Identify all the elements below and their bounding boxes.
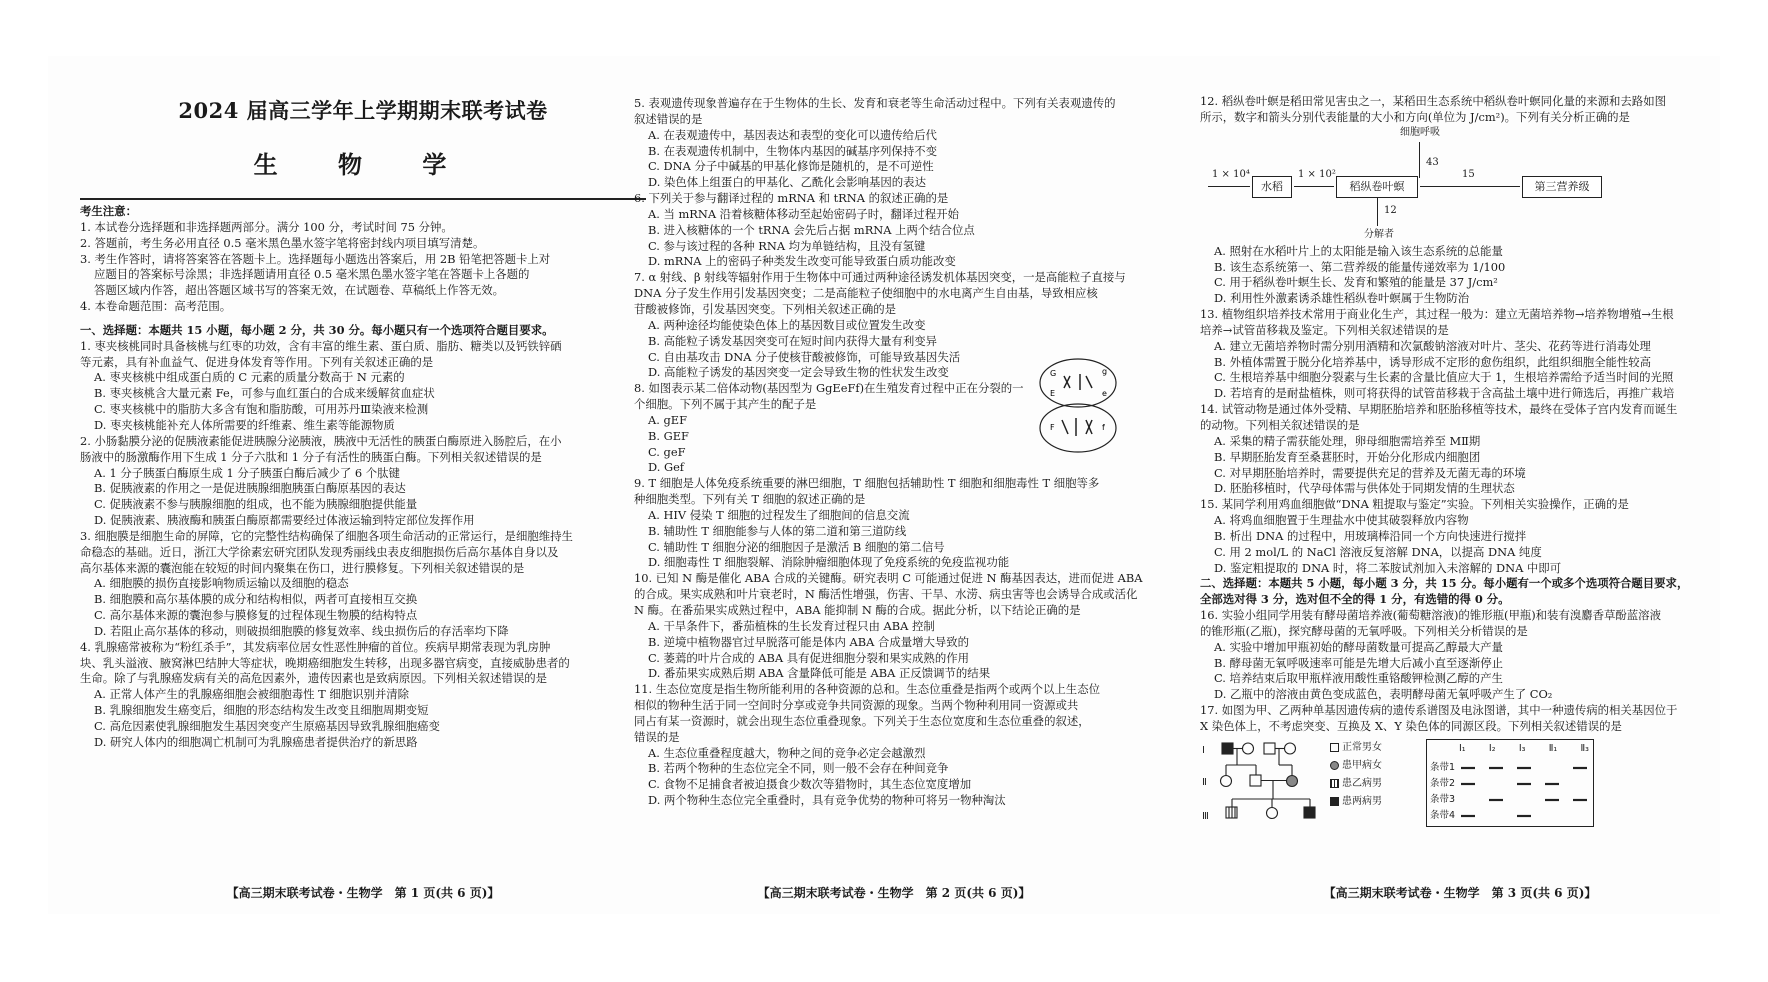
text-line: D. 胚胎移植时，代孕母体需与供体处于同期发情的生理状态 — [1214, 481, 1515, 496]
page-3 — [1200, 56, 1720, 914]
text-line: 生命。除了与乳腺癌发病有关的高危因素外，遗传因素也是致病原因。下列相关叙述错误的是 — [80, 671, 548, 686]
gel-row-label: 条带3 — [1430, 793, 1456, 805]
pest-to-third-arrow — [1420, 186, 1520, 187]
text-line: D. 两个物种生态位完全重叠时，具有竞争优势的物种可将另一物种淘汰 — [648, 793, 1006, 808]
text-line: 13. 植物组织培养技术常用于商业化生产，其过程一般为：建立无菌培养物→培养物增殖→生根 — [1200, 307, 1674, 322]
gel-col-label: Ⅱ₃ — [1580, 742, 1589, 754]
text-line: 1. 本试卷分选择题和非选择题两部分。满分 100 分，考试时间 75 分钟。 — [80, 219, 453, 234]
text-line: N 酶。在番茄果实成熟过程中，ABA 能抑制 N 酶的合成。据此分析，以下结论正确的是 — [634, 603, 1081, 617]
page-1 — [80, 56, 646, 914]
text-line: C. 用于稻纵卷叶螟生长、发育和繁殖的能量是 37 J/cm² — [1214, 275, 1498, 290]
allele-label: g — [1102, 367, 1108, 376]
text-line: C. 高危因素使乳腺细胞发生基因突变产生原癌基因导致乳腺细胞癌变 — [94, 719, 440, 733]
text-line: 15. 某同学利用鸡血细胞做“DNA 粗提取与鉴定”实验。下列相关实验操作，正确的是 — [1200, 497, 1629, 512]
text-line: B. 析出 DNA 的过程中，用玻璃棒沿同一个方向快速进行搅拌 — [1214, 528, 1527, 543]
page-1-footer: 【高三期末联考试卷・生物学 第 1 页(共 6 页)】 — [226, 886, 500, 901]
text-line: B. 早期胚胎发育至桑葚胚时，开始分化形成内细胞团 — [1214, 449, 1481, 464]
legend-normal: 正常男女 — [1330, 739, 1382, 757]
pedigree-figure — [1200, 739, 1720, 831]
text-line: 6. 下列关于参与翻译过程的 mRNA 和 tRNA 的叙述正确的是 — [634, 191, 949, 206]
text-line: A. 建立无菌培养物时需分别用酒精和次氯酸钠溶液对叶片、茎尖、花药等进行消毒处理 — [1214, 338, 1651, 353]
page-3-footer: 【高三期末联考试卷・生物学 第 3 页(共 6 页)】 — [1323, 886, 1597, 901]
text-line: C. 培养结束后取甲瓶样液用酸性重铬酸钾检测乙醇的产生 — [1214, 671, 1503, 686]
rice-to-pest-arrow — [1294, 186, 1334, 187]
rice-node: 水稻 — [1252, 176, 1292, 198]
gel-row-label: 条带2 — [1430, 777, 1456, 789]
text-line: A. 干旱条件下，番茄植株的生长发育过程只由 ABA 控制 — [648, 618, 935, 633]
text-line: 10. 已知 N 酶是催化 ABA 合成的关键酶。研究表明 C 可能通过促进 N 酶基因表达，进而促进 ABA — [634, 571, 1143, 586]
gel-col-label: Ⅰ₁ — [1459, 742, 1466, 754]
pedigree-legend — [1330, 739, 1382, 811]
text-line: A. 照射在水稻叶片上的太阳能是输入该生态系统的总能量 — [1214, 243, 1503, 258]
text-line: D. 促胰液素、胰液酶和胰蛋白酶原都需要经过体液运输到特定部位发挥作用 — [94, 513, 475, 528]
text-line: C. 自由基攻击 DNA 分子使核苷酸被修饰，可能导致基因失活 — [648, 349, 961, 364]
text-line: 肠液中的肠激酶作用下生成 1 分子六肽和 1 分子有活性的胰蛋白酶。下列相关叙述错误的是 — [80, 449, 542, 464]
allele-label: f — [1102, 423, 1105, 432]
energy-flow-diagram — [1200, 126, 1720, 244]
text-line: DNA 分子发生作用引发基因突变；二是高能粒子使细胞中的水电离产生自由基，导致相应核 — [634, 286, 1098, 301]
page-3-questions-2 — [1200, 608, 1720, 735]
text-line: 8. 如图表示某二倍体动物(基因型为 GgEeFf)在生殖发育过程中正在分裂的一 — [634, 381, 1024, 396]
text-line: D. 高能粒子诱发的基因突变一定会导致生物的性状发生改变 — [648, 365, 949, 380]
text-line: 3. 细胞膜是细胞生命的屏障，它的完整性结构确保了细胞各项生命活动的正常运行，是细胞维持生 — [80, 528, 573, 543]
rice-to-pest-value: 1 × 10² — [1298, 168, 1336, 180]
text-line: 4. 乳腺癌常被称为“粉红杀手”，其发病率位居女性恶性肿瘤的首位。疾病早期常表现为乳房肿 — [80, 639, 551, 654]
text-line: D. 染色体上组蛋白的甲基化、乙酰化会影响基因的表达 — [648, 175, 926, 190]
solar-input-value: 1 × 10⁴ — [1212, 168, 1250, 180]
text-line: 个细胞。下列不属于其产生的配子是 — [634, 397, 817, 412]
exam-title: 2024 届高三学年上学期期末联考试卷 — [178, 98, 548, 123]
text-line: B. 若两个物种的生态位完全不同，则一般不会存在种间竞争 — [648, 761, 949, 776]
text-line: B. 在表观遗传机制中，生物体内基因的碱基序列保持不变 — [648, 143, 937, 158]
page-2-footer: 【高三期末联考试卷・生物学 第 2 页(共 6 页)】 — [757, 886, 1031, 901]
exam-sheet — [48, 56, 1720, 914]
text-line: 叙述错误的是 — [634, 111, 703, 126]
allele-label: G — [1050, 369, 1057, 378]
text-line: D. mRNA 上的密码子种类发生改变可能导致蛋白质功能改变 — [648, 254, 956, 269]
text-line: 5. 表观遗传现象普遍存在于生物体的生长、发育和衰老等生命活动过程中。下列有关表观遗传的 — [634, 96, 1116, 110]
text-line: C. 高尔基体来源的囊泡参与膜修复的过程体现生物膜的结构特点 — [94, 608, 418, 623]
text-line: B. 枣夹核桃含大量元素 Fe，可参与血红蛋白的合成来缓解贫血症状 — [94, 386, 435, 401]
text-line: D. 乙瓶中的溶液由黄色变成蓝色，表明酵母菌无氧呼吸产生了 CO₂ — [1214, 687, 1553, 702]
text-line: 的合成。果实成熟和叶片衰老时，N 酶活性增强，伤害、干旱、水涝、病虫害等也会诱导合成或活化 — [634, 587, 1138, 602]
generation-label: Ⅱ — [1202, 776, 1207, 788]
text-line: 高尔基体来源的囊泡能在较短的时间内聚集在伤口，进行膜修复。下列相关叙述错误的是 — [80, 560, 525, 575]
gel-col-label: Ⅱ₁ — [1548, 742, 1558, 754]
text-line: 等元素，具有补血益气、促进身体发育等作用。下列有关叙述正确的是 — [80, 354, 434, 369]
text-line: 答题区域内作答，超出答题区域书写的答案无效，在试题卷、草稿纸上作答无效。 — [94, 283, 505, 298]
pest-to-third-value: 15 — [1462, 168, 1475, 180]
text-line: A. 细胞膜的损伤直接影响物质运输以及细胞的稳态 — [94, 576, 349, 591]
solar-arrow — [1208, 186, 1250, 187]
gel-col-label: Ⅰ₃ — [1518, 742, 1526, 754]
allele-label: F — [1050, 423, 1055, 432]
text-line: 12. 稻纵卷叶螟是稻田常见害虫之一，某稻田生态系统中稻纵卷叶螟同化量的来源和去路如图 — [1200, 94, 1666, 108]
text-line: 培养→试管苗移栽及鉴定。下列相关叙述错误的是 — [1200, 322, 1449, 337]
text-line: 二、选择题：本题共 5 小题，每小题 3 分，共 15 分。每小题有一个或多个选项符合题目要求， — [1200, 576, 1689, 591]
subject-title: 生 物 学 — [253, 150, 473, 179]
text-line: B. 逆境中植物器官过早脱落可能是体内 ABA 合成量增大导致的 — [648, 634, 970, 649]
text-line: 的锥形瓶(乙瓶)，探究酵母菌的无氧呼吸。下列相关分析错误的是 — [1200, 623, 1528, 638]
notice-heading: 考生注意： — [80, 204, 137, 218]
text-line: D. 番茄果实成熟后期 ABA 含量降低可能是 ABA 正反馈调节的结果 — [648, 666, 991, 681]
text-line: 同占有某一资源时，就会出现生态位重叠现象。下列关于生态位宽度和生态位重叠的叙述， — [634, 713, 1090, 728]
text-line: B. 细胞膜和高尔基体膜的成分和结构相似，两者可直接相互交换 — [94, 592, 418, 607]
gel-header — [1459, 742, 1589, 755]
respiration-arrow — [1419, 142, 1420, 178]
text-line: C. 用 2 mol/L 的 NaCl 溶液反复溶解 DNA，以提高 DNA 纯度 — [1214, 544, 1542, 559]
text-line: A. 采集的精子需获能处理，卵母细胞需培养至 MⅡ期 — [1214, 433, 1481, 448]
text-line: A. 1 分子胰蛋白酶原生成 1 分子胰蛋白酶后减少了 6 个肽键 — [94, 465, 400, 480]
gel-row-label: 条带4 — [1430, 809, 1456, 821]
cell-division-figure — [1034, 356, 1122, 454]
title-divider — [80, 198, 646, 200]
text-line: 种细胞类型。下列有关 T 细胞的叙述正确的是 — [634, 492, 866, 507]
text-line: X 染色体上，不考虑突变、互换及 X、Y 染色体的同源区段。下列相关叙述错误的是 — [1200, 719, 1622, 733]
generation-label: Ⅲ — [1202, 810, 1209, 822]
text-line: 1. 枣夹核桃同时具备核桃与红枣的功效，含有丰富的维生素、蛋白质、脂肪、糖类以及钙铁锌硒 — [80, 338, 562, 353]
text-line: B. 高能粒子诱发基因突变可在短时间内获得大量有利变异 — [648, 333, 937, 348]
text-line: B. GEF — [648, 428, 689, 443]
text-line: D. Gef — [648, 460, 685, 475]
text-line: 4. 本卷命题范围：高考范围。 — [80, 299, 232, 314]
text-line: 苷酸被修饰，引发基因突变。下列相关叙述正确的是 — [634, 301, 896, 316]
text-line: 2. 答题前，考生务必用直径 0.5 毫米黑色墨水签字笔将密封线内项目填写清楚。 — [80, 235, 485, 250]
section-2-heading — [1200, 576, 1720, 608]
text-line: 2. 小肠黏膜分泌的促胰液素能促进胰腺分泌胰液，胰液中无活性的胰蛋白酶原进入肠腔后，在小 — [80, 433, 562, 448]
text-line: D. 细胞毒性 T 细胞裂解、消除肿瘤细胞体现了免疫系统的免疫监视功能 — [648, 555, 1010, 570]
text-line: 的动物。下列相关叙述错误的是 — [1200, 417, 1360, 432]
text-line: B. 酵母菌无氧呼吸速率可能是先增大后减小直至逐渐停止 — [1214, 655, 1503, 670]
allele-label: E — [1050, 389, 1056, 398]
text-line: B. 外植体需置于脱分化培养基中，诱导形成不定形的愈伤组织，此组织细胞全能性较高 — [1214, 354, 1652, 369]
text-line: C. 枣夹核桃中的脂肪大多含有饱和脂肪酸，可用苏丹Ⅲ染液来检测 — [94, 402, 429, 417]
gel-col-label: Ⅰ₂ — [1488, 742, 1496, 754]
section-1-heading: 一、选择题：本题共 15 小题，每小题 2 分，共 30 分。每小题只有一个选项符合题目要求。 — [80, 322, 554, 337]
text-line: C. 对早期胚胎培养时，需要提供充足的营养及无菌无毒的环境 — [1214, 465, 1526, 480]
text-line: D. 利用性外激素诱杀雄性稻纵卷叶螟属于生物防治 — [1214, 291, 1470, 306]
text-line: 9. T 细胞是人体免疫系统重要的淋巴细胞，T 细胞包括辅助性 T 细胞和细胞毒性 T 细胞等多 — [634, 476, 1100, 491]
page-1-questions — [80, 339, 646, 751]
text-line: 所示，数字和箭头分别代表能量的大小和方向(单位为 J/cm²)。下列有关分析正确的是 — [1200, 109, 1630, 124]
legend-both: 患两病男 — [1330, 793, 1382, 811]
text-line: 块、乳头溢液、腋窝淋巴结肿大等症状，晚期癌细胞发生转移，出现多器官病变，直接威胁患者的 — [80, 655, 570, 670]
text-line: D. 若阻止高尔基体的移动，则破损细胞膜的修复效率、线虫损伤后的存活率均下降 — [94, 623, 509, 638]
text-line: A. 两种途径均能使染色体上的基因数目或位置发生改变 — [648, 317, 926, 332]
text-line: C. 萎蔫的叶片合成的 ABA 具有促进细胞分裂和果实成熟的作用 — [648, 650, 969, 665]
decomposer-label: 分解者 — [1364, 228, 1394, 240]
third-level-node: 第三营养级 — [1522, 176, 1602, 198]
text-line: C. 参与该过程的各种 RNA 均为单链结构，且没有氢键 — [648, 238, 926, 253]
text-line: C. 食物不足捕食者被迫摄食少数次等猎物时，其生态位宽度增加 — [648, 777, 972, 792]
gel-bands — [1459, 756, 1589, 826]
text-line: C. 辅助性 T 细胞分泌的细胞因子是激活 B 细胞的第二信号 — [648, 539, 945, 554]
text-line: B. 促胰液素的作用之一是促进胰腺细胞胰蛋白酶原基因的表达 — [94, 481, 406, 496]
text-line: 7. α 射线、β 射线等辐射作用于生物体中可通过两种途径诱发机体基因突变，一是高能粒子直接与 — [634, 270, 1126, 285]
page-3-questions — [1200, 244, 1720, 577]
text-line: 全部选对得 3 分，选对但不全的得 1 分，有选错的得 0 分。 — [1200, 592, 1510, 607]
text-line: 11. 生态位宽度是指生物所能利用的各种资源的总和。生态位重叠是指两个或两个以上生态位 — [634, 682, 1100, 697]
text-line: B. 辅助性 T 细胞能参与人体的第二道和第三道防线 — [648, 523, 907, 538]
text-line: 应题目的答案标号涂黑；非选择题请用直径 0.5 毫米黑色墨水签字笔在答题卡上各题的 — [94, 267, 530, 282]
text-line: D. 若培育的是耐盐植株，则可将获得的试管苗移栽于含高盐土壤中进行筛选后，再推广栽培 — [1214, 386, 1675, 401]
text-line: A. 生态位重叠程度越大，物种之间的竞争必定会越激烈 — [648, 745, 926, 760]
text-line: 命稳态的基础。近日，浙江大学徐素宏研究团队发现秀丽线虫表皮细胞损伤后高尔基体自身以及 — [80, 544, 559, 559]
text-line: A. 当 mRNA 沿着核糖体移动至起始密码子时，翻译过程开始 — [648, 206, 959, 221]
text-line: 3. 考生作答时，请将答案答在答题卡上。选择题每小题选出答案后，用 2B 铅笔把答题卡上对 — [80, 251, 551, 266]
pest-node: 稻纵卷叶螟 — [1336, 176, 1418, 198]
text-line: A. 在表观遗传中，基因表达和表型的变化可以遗传给后代 — [648, 127, 937, 142]
respiration-value: 43 — [1426, 156, 1439, 168]
text-line: C. 促胰液素不参与胰腺细胞的组成，也不能为胰腺细胞提供能量 — [94, 497, 418, 512]
legend-disease-b: 患乙病男 — [1330, 775, 1382, 793]
text-line: C. geF — [648, 444, 686, 459]
text-line: C. DNA 分子中碱基的甲基化修饰是随机的，是不可逆性 — [648, 159, 934, 174]
text-line: A. 实验中增加甲瓶初始的酵母菌数量可提高乙醇最大产量 — [1214, 639, 1503, 654]
text-line: D. 枣夹核桃能补充人体所需要的纤维素、维生素等能源物质 — [94, 417, 395, 432]
page-2 — [634, 56, 1154, 914]
gel-row-label: 条带1 — [1430, 761, 1456, 773]
text-line: B. 进入核糖体的一个 tRNA 会先后占据 mRNA 上两个结合位点 — [648, 222, 975, 237]
text-line: 14. 试管动物是通过体外受精、早期胚胎培养和胚胎移植等技术，最终在受体子宫内发育而诞生 — [1200, 402, 1678, 417]
decomposer-value: 12 — [1384, 204, 1397, 216]
text-line: C. 生根培养基中细胞分裂素与生长素的含量比值应大于 1，生根培养需给予适当时间的光照 — [1214, 370, 1674, 385]
gel-row-labels — [1430, 760, 1455, 824]
text-line: A. 枣夹核桃中组成蛋白质的 C 元素的质量分数高于 N 元素的 — [94, 370, 405, 385]
text-line: B. 该生态系统第一、第二营养级的能量传递效率为 1/100 — [1214, 259, 1506, 274]
text-line: A. 将鸡血细胞置于生理盐水中使其破裂释放内容物 — [1214, 513, 1469, 528]
text-line: 相似的物种生活于同一空间时分享或竞争共同资源的现象。当两个物种利用同一资源或共 — [634, 698, 1079, 713]
text-line: A. 正常人体产生的乳腺癌细胞会被细胞毒性 T 细胞识别并清除 — [94, 687, 410, 702]
text-line: D. 鉴定粗提取的 DNA 时，将二苯胺试剂加入未溶解的 DNA 中即可 — [1214, 560, 1562, 575]
decomposer-arrow — [1377, 198, 1378, 226]
text-line: A. HIV 侵染 T 细胞的过程发生了细胞间的信息交流 — [648, 507, 910, 522]
text-line: D. 研究人体内的细胞凋亡机制可为乳腺癌患者提供治疗的新思路 — [94, 734, 418, 749]
allele-label: e — [1102, 389, 1107, 398]
text-line: A. gEF — [648, 412, 687, 427]
text-line: 16. 实验小组同学用装有酵母菌培养液(葡萄糖溶液)的锥形瓶(甲瓶)和装有溴麝香草酚蓝溶液 — [1200, 608, 1661, 623]
electrophoresis-gel — [1426, 739, 1594, 827]
notice-list — [80, 220, 646, 315]
question-12-stem — [1200, 94, 1720, 126]
respiration-label: 细胞呼吸 — [1400, 126, 1440, 138]
text-line: 17. 如图为甲、乙两种单基因遗传病的遗传系谱图及电泳图谱，其中一种遗传病的相关基因位于 — [1200, 703, 1678, 718]
text-line: 错误的是 — [634, 729, 680, 744]
generation-label: Ⅰ — [1202, 744, 1205, 756]
legend-disease-a: 患甲病女 — [1330, 757, 1382, 775]
text-line: B. 乳腺细胞发生癌变后，细胞的形态结构发生改变且细胞周期变短 — [94, 703, 429, 718]
